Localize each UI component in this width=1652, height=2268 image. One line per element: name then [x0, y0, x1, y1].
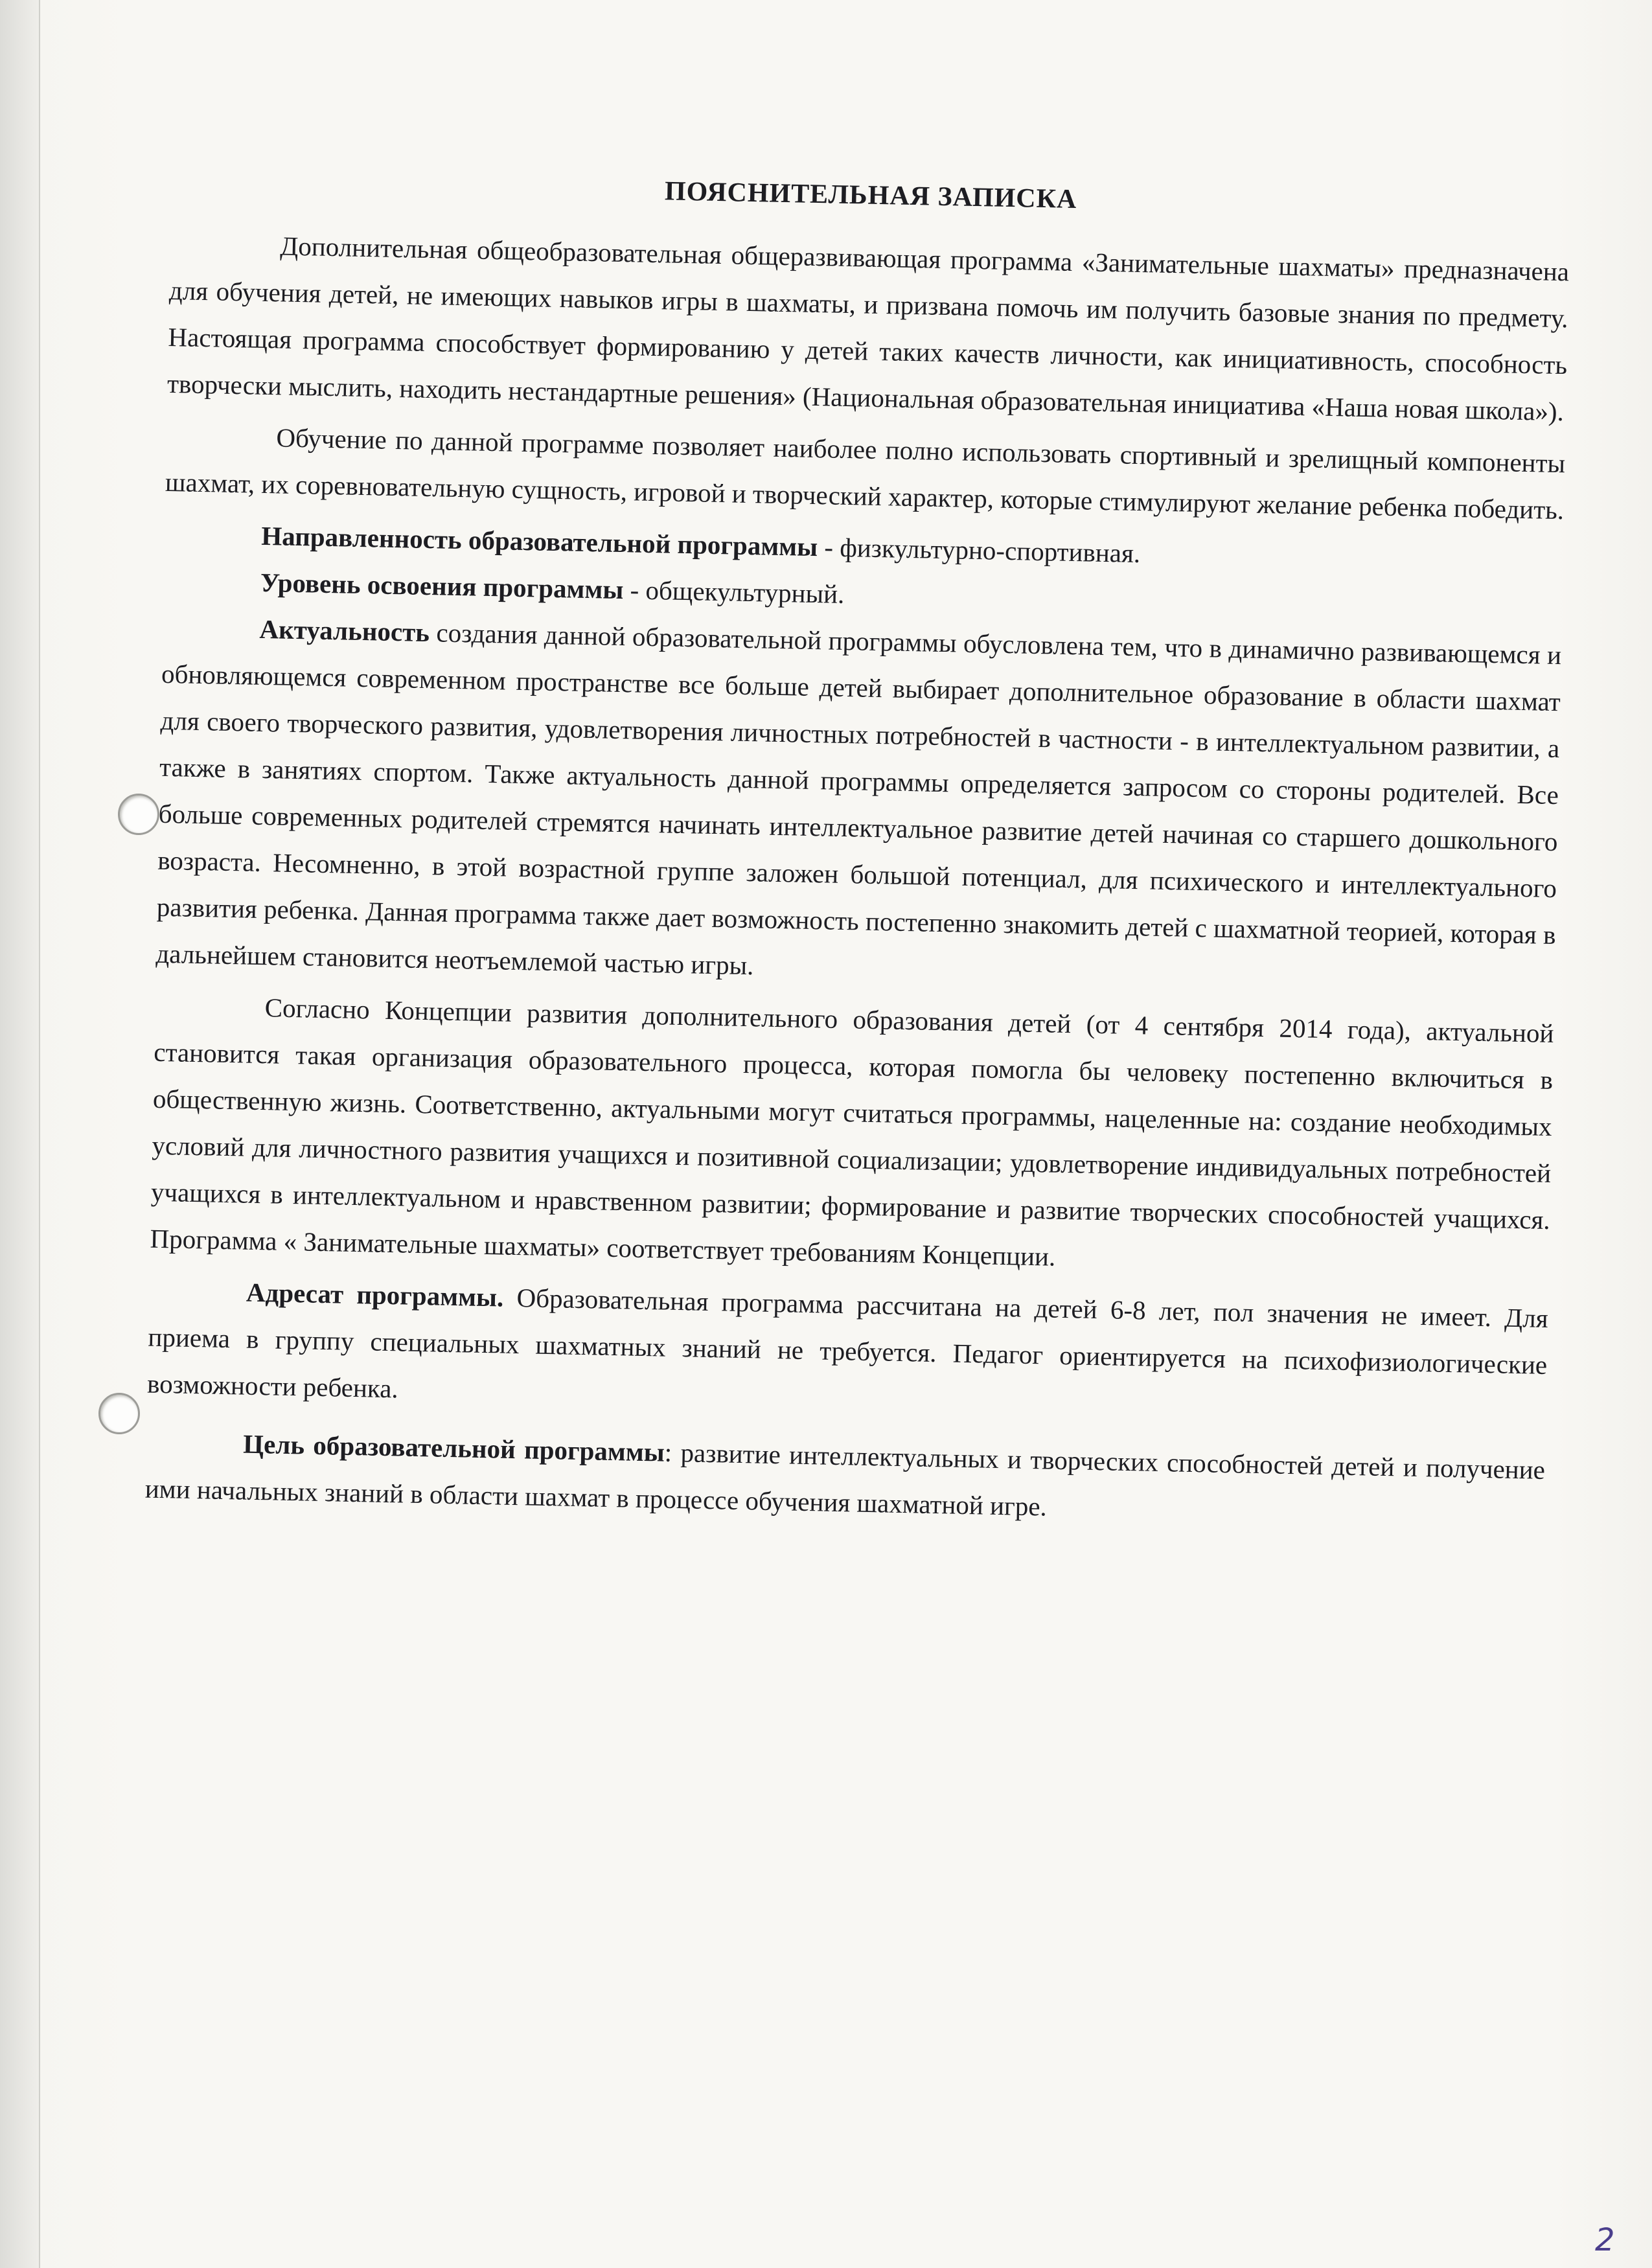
paragraph-intro: Дополнительная общеобразовательная общеразвивающая программа «Занимательные шахматы» предназначена для обучения детей, не имеющих навыков игры в шахматы, и призвана помочь им получить базовые знания по предмету. Настоящая программа способствует формированию у детей таких качеств личности, как инициативность, способность творчески мыслить, находить нестандартные решения» (Национальная образовательная инициатива «Наша новая школа»).	[166, 231, 1570, 427]
addressee-text: Образовательная программа рассчитана на детей 6-8 лет, пол значения не имеет. Для приема в группу специальных шахматных знаний не требуется. Педагог ориентируется на психофизиологические возможности ребенка.	[146, 1282, 1549, 1404]
level-label: Уровень освоения программы	[260, 567, 624, 605]
relevance-label: Актуальность	[259, 613, 430, 648]
direction-value: - физкультурно-спортивная.	[817, 532, 1141, 569]
paragraph-concept: Согласно Концепции развития дополнительного образования детей (от 4 сентября 2014 года), актуальной становится такая организация образовательного процесса, которая помогла бы человеку постепенно включиться в общественную жизнь. Соответственно, актуальными могут считаться программы, нацеленные на: создание необходимых условий для личностного развития учащихся и позитивной социализации; удовлетворение индивидуальных потребностей учащихся в интеллектуальном и нравственном развитии; формирование и развитие творческих способностей учащихся. Программа « Занимательные шахматы» соответствует требованиям Концепции.	[150, 992, 1554, 1272]
paragraph-training: Обучение по данной программе позволяет наиболее полно использовать спортивный и зрелищный компоненты шахмат, их соревновательную сущность, игровой и творческий характер, которые стимулируют желание ребенка победить.	[165, 422, 1566, 525]
page-number: 2	[1595, 2222, 1615, 2258]
level-value: - общекультурный.	[623, 575, 845, 609]
direction-label: Направленность образовательной программы	[260, 520, 818, 562]
punch-hole	[98, 1393, 140, 1434]
paragraph-relevance	[155, 604, 1562, 1005]
paragraph-goal	[144, 1419, 1545, 1540]
goal-text: : развитие интеллектуальных и творческих способностей детей и получение ими начальных знаний в области шахмат в процессе обучения шахматной игре.	[144, 1437, 1546, 1522]
document-title: ПОЯСНИТЕЛЬНАЯ ЗАПИСКА	[664, 176, 1077, 215]
paragraph-addressee	[146, 1267, 1548, 1435]
document-body	[144, 162, 1571, 1545]
page-left-edge	[0, 0, 40, 2268]
relevance-text: создания данной образовательной программы обусловлена тем, что в динамично развивающемся и обновляющемся современном пространстве все больше детей выбирает дополнительное образование в области шахмат для своего творческого развития, удовлетворения личностных потребностей в частности - в интеллектуальном развитии, а также в занятиях спортом. Также актуальность данной программы определяется запросом со стороны родителей. Все больше современных родителей стремятся начинать интеллектуальное развитие детей начиная со старшего дошкольного возраста. Несомненно, в этой возрастной группе заложен большой потенциал, для психического и интеллектуального развития ребенка. Данная программа также дает возможность постепенно знакомить детей с шахматной теорией, которая в дальнейшем становится неотъемлемой частью игры.	[155, 617, 1562, 981]
goal-label: Цель образовательной программы	[242, 1428, 665, 1467]
punch-hole	[118, 794, 159, 835]
addressee-label: Адресат программы.	[246, 1277, 504, 1312]
